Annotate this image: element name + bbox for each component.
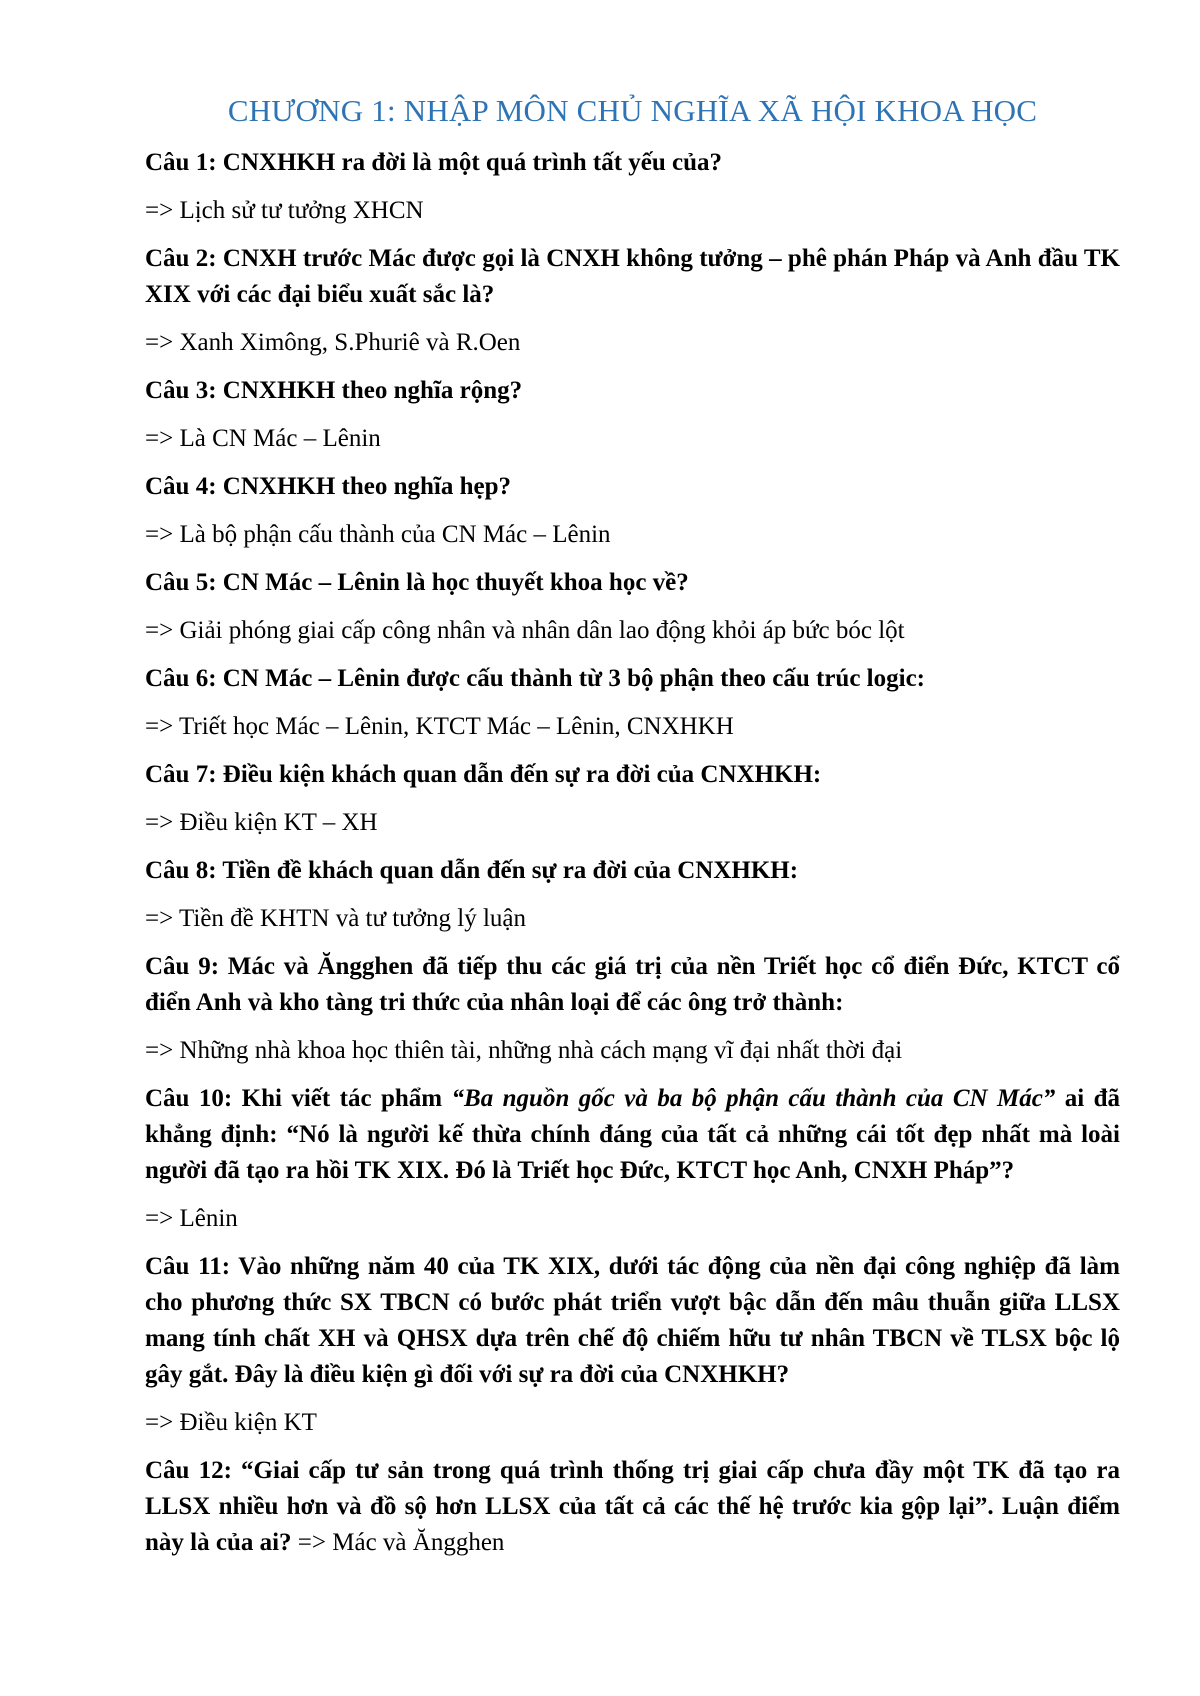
chapter-title: CHƯƠNG 1: NHẬP MÔN CHỦ NGHĨA XÃ HỘI KHOA HỌC bbox=[227, 93, 1038, 128]
answer-1: => Lịch sử tư tưởng XHCN bbox=[145, 196, 424, 224]
answer-6: => Triết học Mác – Lênin, KTCT Mác – Lênin, CNXHKH bbox=[145, 712, 734, 740]
document-page bbox=[145, 92, 1120, 1573]
question-5: Câu 5: CN Mác – Lênin là học thuyết khoa học về? bbox=[145, 568, 689, 596]
question-2: Câu 2: CNXH trước Mác được gọi là CNXH không tưởng – phê phán Pháp và Anh đầu TK XIX với các đại biểu xuất sắc là? bbox=[145, 244, 1120, 308]
answer-3: => Là CN Mác – Lênin bbox=[145, 424, 381, 452]
question-3: Câu 3: CNXHKH theo nghĩa rộng? bbox=[145, 376, 523, 404]
question-4: Câu 4: CNXHKH theo nghĩa hẹp? bbox=[145, 472, 512, 500]
answer-5: => Giải phóng giai cấp công nhân và nhân dân lao động khỏi áp bức bóc lột bbox=[145, 616, 905, 644]
question-1: Câu 1: CNXHKH ra đời là một quá trình tất yếu của? bbox=[145, 148, 723, 176]
answer-9: => Những nhà khoa học thiên tài, những nhà cách mạng vĩ đại nhất thời đại bbox=[145, 1036, 903, 1064]
answer-2: => Xanh Ximông, S.Phuriê và R.Oen bbox=[145, 328, 521, 356]
question-7: Câu 7: Điều kiện khách quan dẫn đến sự ra đời của CNXHKH: bbox=[145, 760, 822, 788]
question-12-text: Câu 12: “Giai cấp tư sản trong quá trình thống trị giai cấp chưa đầy một TK đã tạo ra LLSX nhiều hơn và đồ sộ hơn LLSX của tất cả các thế hệ trước kia gộp lại”. Luận điểm này là của ai? bbox=[145, 1456, 1120, 1556]
question-6: Câu 6: CN Mác – Lênin được cấu thành từ 3 bộ phận theo cấu trúc logic: bbox=[145, 664, 925, 692]
question-9: Câu 9: Mác và Ăngghen đã tiếp thu các giá trị của nền Triết học cổ điển Đức, KTCT cổ điển Anh và kho tàng tri thức của nhân loại để các ông trở thành: bbox=[145, 952, 1120, 1016]
answer-11: => Điều kiện KT bbox=[145, 1408, 317, 1436]
question-12 bbox=[145, 1453, 1120, 1561]
question-10 bbox=[145, 1081, 1120, 1189]
answer-12: => Mác và Ăngghen bbox=[297, 1528, 505, 1556]
question-10-work-title: “Ba nguồn gốc và ba bộ phận cấu thành của CN Mác” bbox=[451, 1084, 1056, 1112]
answer-4: => Là bộ phận cấu thành của CN Mác – Lênin bbox=[145, 520, 611, 548]
answer-10: => Lênin bbox=[145, 1204, 238, 1232]
question-8: Câu 8: Tiền đề khách quan dẫn đến sự ra đời của CNXHKH: bbox=[145, 856, 799, 884]
question-10-part1: Câu 10: Khi viết tác phẩm bbox=[145, 1084, 452, 1112]
question-10-part2: ai đã khẳng định: “Nó là người kế thừa chính đáng của tất cả những cái tốt đẹp nhất mà loài người đã tạo ra hồi TK XIX. Đó là Triết học Đức, KTCT học Anh, CNXH Pháp”? bbox=[145, 1084, 1120, 1184]
answer-8: => Tiền đề KHTN và tư tưởng lý luận bbox=[145, 904, 527, 932]
answer-7: => Điều kiện KT – XH bbox=[145, 808, 378, 836]
question-11: Câu 11: Vào những năm 40 của TK XIX, dưới tác động của nền đại công nghiệp đã làm cho phương thức SX TBCN có bước phát triển vượt bậc dẫn đến mâu thuẫn giữa LLSX mang tính chất XH và QHSX dựa trên chế độ chiếm hữu tư nhân TBCN về TLSX bộc lộ gây gắt. Đây là điều kiện gì đối với sự ra đời của CNXHKH? bbox=[145, 1252, 1120, 1388]
